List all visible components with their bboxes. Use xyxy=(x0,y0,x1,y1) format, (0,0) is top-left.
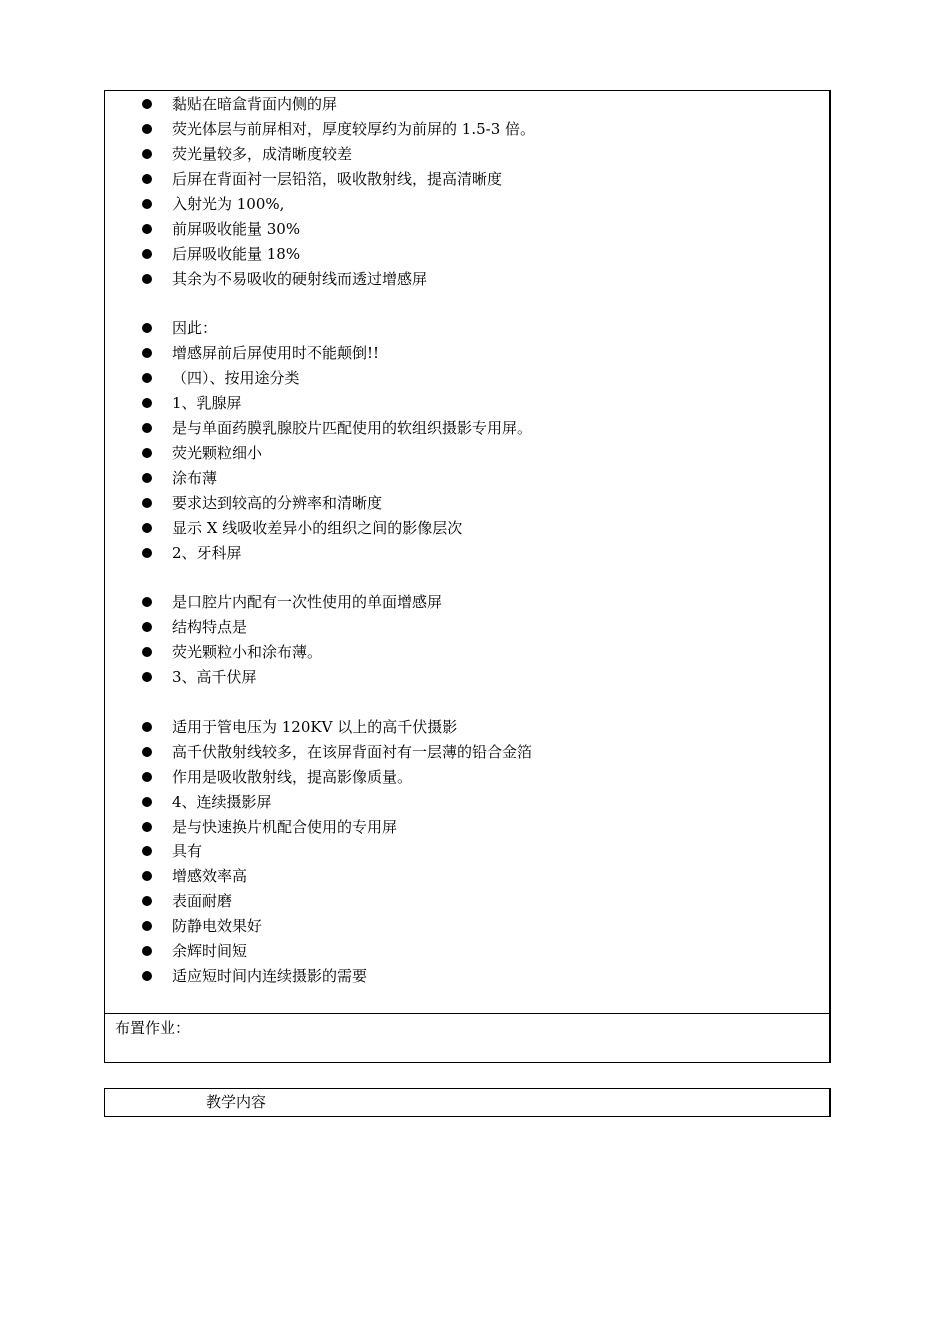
bullet-dot-icon xyxy=(142,249,152,259)
bullet-dot-icon xyxy=(142,672,152,682)
bullet-dot-icon xyxy=(142,448,152,458)
content-cell: 黏贴在暗盒背面内侧的屏 荧光体层与前屏相对，厚度较厚约为前屏的 1.5-3 倍。 荧光量较多，成清晰度较差 后屏在背面衬一层铅箔，吸收散射线，提高清晰度 入射光为 100%, 前屏吸收能量 30% 后屏吸收能量 18% 其余为不易吸收的硬射线而透过增感屏 因此： 增感屏前后屏使用时不能颠倒!! （四）、按用途分类 1、乳腺屏 是与单面药膜乳腺胶片匹配使用的软组织摄影专用屏。 荧光颗粒细小 涂布薄 要求达到较高的分辨率和清晰度 显示 X 线吸收差异小的组织之间的影像层次 2、牙科屏 是口腔片内配有一次性使用的单面增感屏 结构特点是 荧光颗粒小和涂布薄。 3、高千伏屏 适用于管电压为 120KV 以上的高千伏摄影 高千伏散射线较多，在该屏背面衬有一层薄的铅合金箔 作用是吸收散射线，提高影像质量。 4、连续摄影屏 是与快速换片机配合使用的专用屏 具有 增感效率高 表面耐磨 防静电效果好 余辉时间短 适应短时间内连续摄影的需要 xyxy=(105,91,829,1014)
bullet-dot-icon xyxy=(142,149,152,159)
bullet-dot-icon xyxy=(142,274,152,284)
lesson-content-table xyxy=(104,90,831,1063)
bullet-dot-icon xyxy=(142,747,152,757)
bullet-dot-icon xyxy=(142,597,152,607)
bullet-dot-icon xyxy=(142,498,152,508)
bullet-dot-icon xyxy=(142,199,152,209)
bullet-dot-icon xyxy=(142,871,152,881)
bullet-dot-icon xyxy=(142,473,152,483)
bullet-dot-icon xyxy=(142,373,152,383)
bullet-dot-icon xyxy=(142,124,152,134)
bullet-dot-icon xyxy=(142,647,152,657)
bullet-dot-icon xyxy=(142,797,152,807)
bullet-dot-icon xyxy=(142,323,152,333)
bullet-dot-icon xyxy=(142,846,152,856)
bullet-dot-icon xyxy=(142,523,152,533)
bullet-dot-icon xyxy=(142,348,152,358)
bullet-dot-icon xyxy=(142,423,152,433)
bullet-dot-icon xyxy=(142,971,152,981)
homework-label: 布置作业： xyxy=(115,1019,191,1037)
bullet-dot-icon xyxy=(142,946,152,956)
bullet-dot-icon xyxy=(142,622,152,632)
bullet-dot-icon xyxy=(142,722,152,732)
bullet-dot-icon xyxy=(142,548,152,558)
homework-cell xyxy=(105,1014,829,1062)
bullet-dot-icon xyxy=(142,822,152,832)
bullet-dot-icon xyxy=(142,224,152,234)
bullet-dot-icon xyxy=(142,772,152,782)
bullet-dot-icon xyxy=(142,174,152,184)
bullet-dot-icon xyxy=(142,99,152,109)
teaching-content-label: 教学内容 xyxy=(206,1093,267,1111)
bullet-dot-icon xyxy=(142,896,152,906)
bullet-dot-icon xyxy=(142,398,152,408)
teaching-content-table xyxy=(104,1088,831,1117)
bullet-dot-icon xyxy=(142,921,152,931)
